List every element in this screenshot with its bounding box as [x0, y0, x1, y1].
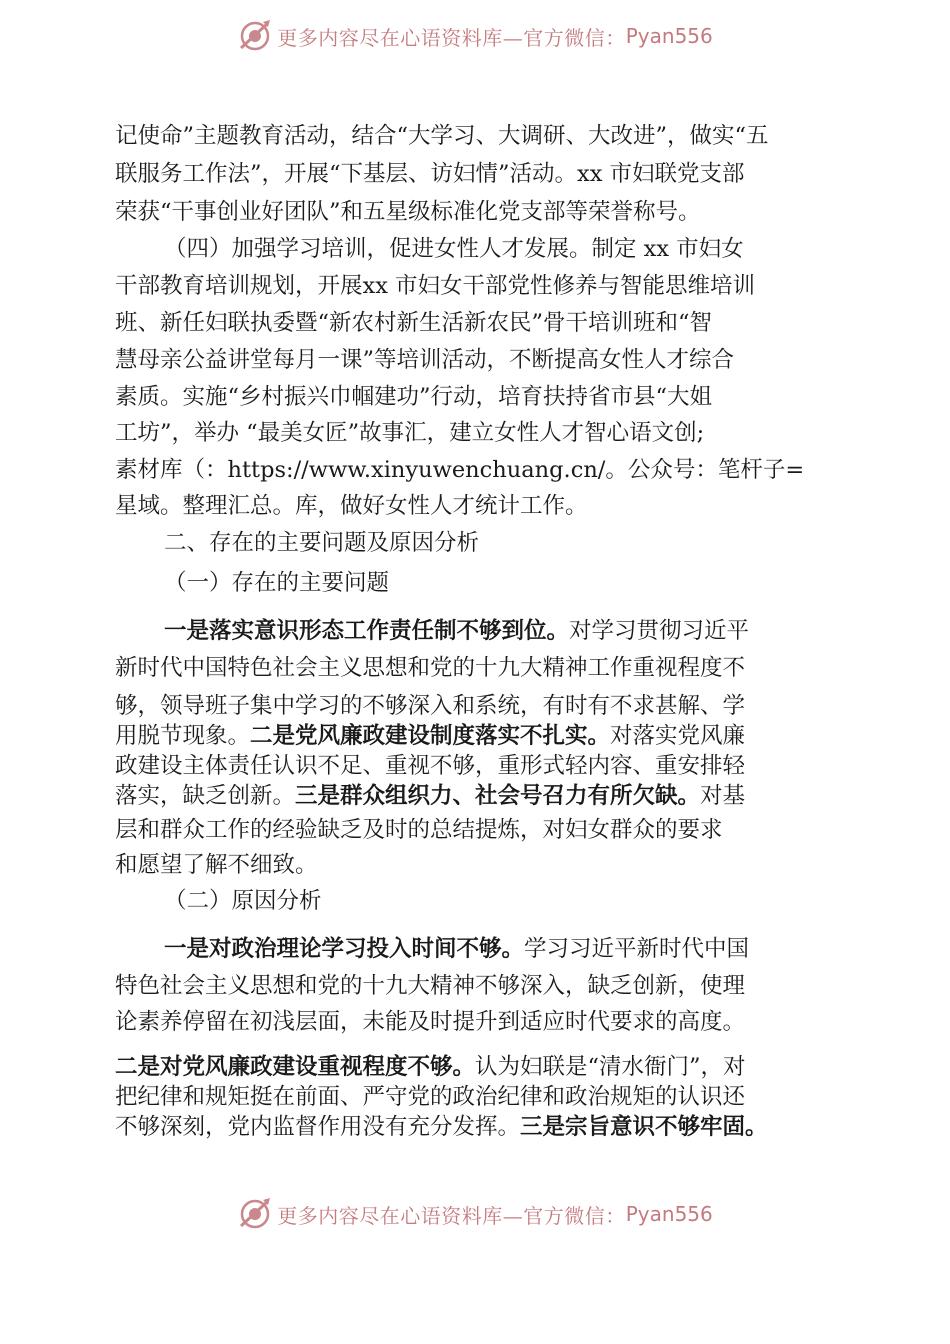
text-line: 联服务工作法”，开展“下基层、访妇情”活动。xx 市妇联党支部 [115, 161, 745, 187]
text-line: 素材库（：https://www.xinyuwenchuang.cn/。公众号：笔杆子= [115, 457, 805, 483]
section-heading: （四）加强学习培训，促进女性人才发展。制定 xx 市妇女 [164, 236, 744, 262]
text-line: 工坊”，举办 “最美女匠”故事汇，建立女性人才智心语文创; [115, 420, 705, 446]
subsection-heading: （二）原因分析 [164, 888, 322, 914]
text-line: 记使命”主题教育活动，结合“大学习、大调研、大改进”，做实“五 [115, 123, 769, 149]
paragraph-line: 用脱节现象。二是党风廉政建设制度落实不扎实。对落实党风廉 [115, 723, 746, 749]
section-heading: 二、存在的主要问题及原因分析 [164, 530, 480, 556]
brand-logo-icon [237, 1196, 273, 1232]
paragraph-line: 新时代中国特色社会主义思想和党的十九大精神工作重视程度不 [115, 655, 746, 681]
text-line: 荣获“干事创业好团队”和五星级标准化党支部等荣誉称号。 [115, 199, 701, 225]
paragraph-line: 政建设主体责任认识不足、重视不够，重形式轻内容、重安排轻 [115, 753, 746, 779]
watermark-id: Pyan556 [625, 24, 713, 48]
bold-lead: 三是宗旨意识不够牢固。 [520, 1114, 768, 1140]
watermark-text: 更多内容尽在心语资料库—官方微信： [277, 25, 626, 50]
watermark-id: Pyan556 [625, 1202, 713, 1226]
bold-lead: 一是对政治理论学习投入时间不够。 [164, 936, 525, 962]
paragraph-line: 一是落实意识形态工作责任制不够到位。对学习贯彻习近平 [164, 618, 750, 644]
paragraph-line: 落实，缺乏创新。三是群众组织力、社会号召力有所欠缺。对基 [115, 783, 746, 809]
paragraph-line: 够，领导班子集中学习的不够深入和系统，有时有不求甚解、学 [115, 693, 746, 719]
bold-lead: 二是对党风廉政建设重视程度不够。 [115, 1054, 476, 1080]
bold-lead: 一是落实意识形态工作责任制不够到位。 [164, 618, 570, 644]
paragraph-line: 层和群众工作的经验缺乏及时的总结提炼，对妇女群众的要求 [115, 817, 723, 843]
paragraph-line: 不够深刻，党内监督作用没有充分发挥。三是宗旨意识不够牢固。 [115, 1114, 768, 1140]
paragraph-line: 特色社会主义思想和党的十九大精神不够深入，缺乏创新，使理 [115, 973, 746, 999]
text-line: 星域。整理汇总。库，做好女性人才统计工作。 [115, 493, 588, 519]
paragraph-line: 论素养停留在初浅层面，未能及时提升到适应时代要求的高度。 [115, 1009, 746, 1035]
text-line: 干部教育培训规划，开展xx 市妇女干部党性修养与智能思维培训 [115, 273, 756, 299]
watermark-text: 更多内容尽在心语资料库—官方微信： [277, 1203, 626, 1228]
bold-lead: 二是党风廉政建设制度落实不扎实。 [250, 723, 611, 749]
paragraph-line: 一是对政治理论学习投入时间不够。学习习近平新时代中国 [164, 936, 750, 962]
text-line: 素质。实施“乡村振兴巾帼建功”行动，培育扶持省市县“大姐 [115, 384, 713, 410]
watermark-footer [0, 1194, 950, 1234]
paragraph-line: 把纪律和规矩挺在前面、严守党的政治纪律和政治规矩的认识还 [115, 1084, 746, 1110]
bold-lead: 三是群众组织力、社会号召力有所欠缺。 [295, 783, 701, 809]
brand-logo-icon [237, 18, 273, 54]
watermark-header [0, 16, 950, 56]
paragraph-line: 和愿望了解不细致。 [115, 852, 318, 878]
text-line: 慧母亲公益讲堂每月一课”等培训活动，不断提高女性人才综合 [115, 347, 735, 373]
subsection-heading: （一）存在的主要问题 [164, 570, 390, 596]
text-line: 班、新任妇联执委暨“新农村新生活新农民”骨干培训班和“智 [115, 310, 713, 336]
paragraph-line: 二是对党风廉政建设重视程度不够。认为妇联是“清水衙门”，对 [115, 1054, 746, 1080]
